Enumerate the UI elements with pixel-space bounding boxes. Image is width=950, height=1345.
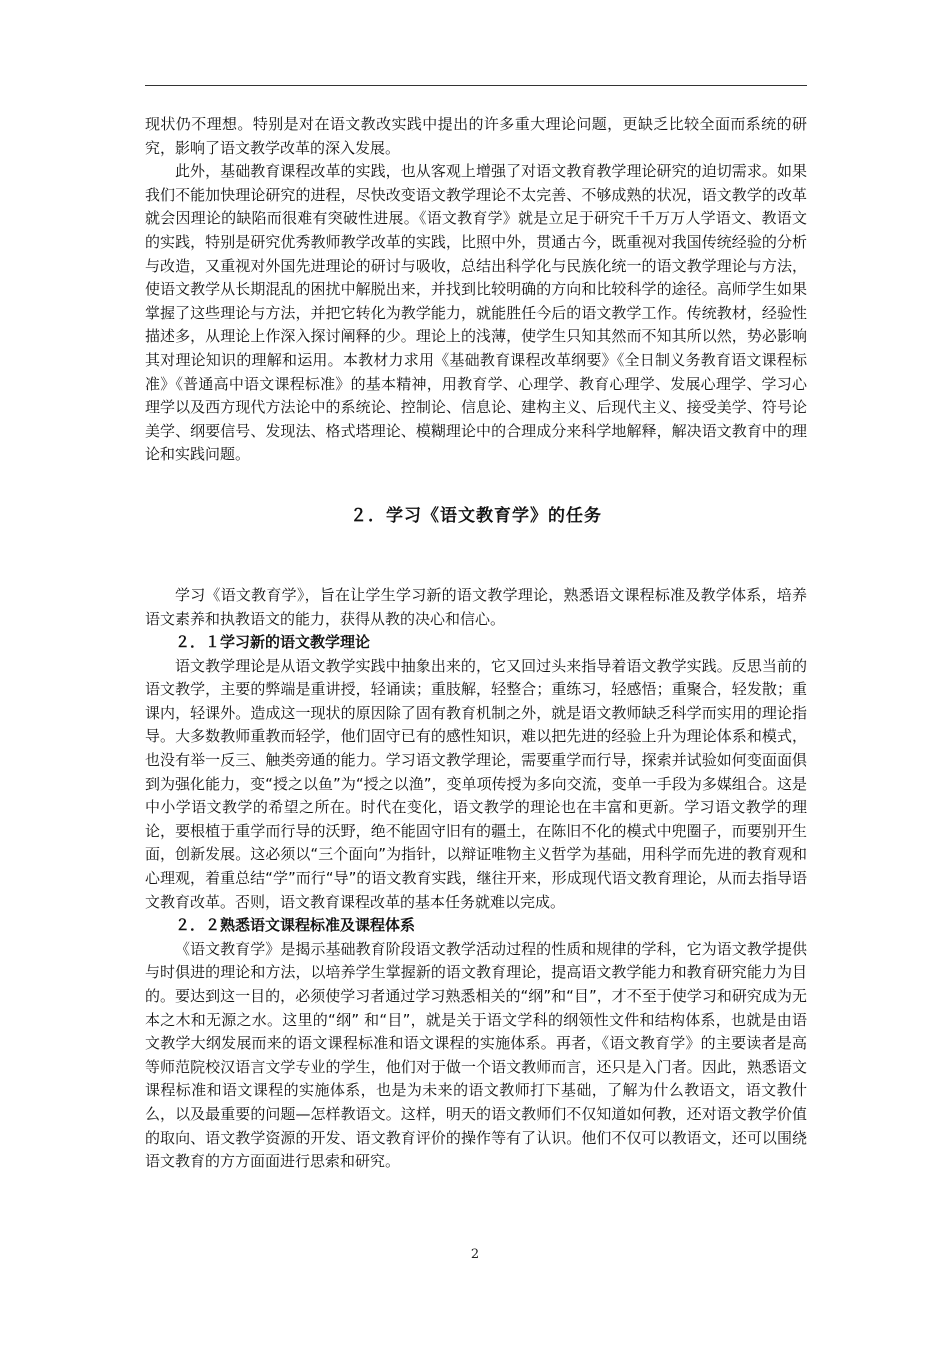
paragraph-theory-demand: 此外，基础教育课程改革的实践，也从客观上增强了对语文教育教学理论研究的迫切需求。如果我们不能加快理论研究的进程，尽快改变语文教学理论不太完善、不够成熟的状况，语文教学的改革就会因理论的缺陷而很难有突破性进展。《语文教育学》就是立足于研究千千万万人学语文、教语文的实践，特别是研究优秀教师教学改革的实践，比照中外，贯通古今，既重视对我国传统经验的分析与改造，又重视对外国先进理论的研讨与吸收，总结出科学化与民族化统一的语文教学理论与方法，使语文教学从长期混乱的困扰中解脱出来，并找到比较明确的方向和比较科学的途径。高师学生如果掌握了这些理论与方法，并把它转化为教学能力，就能胜任今后的语文教学工作。传统教材，经验性描述多，从理论上作深入探讨阐释的少。理论上的浅薄，使学生只知其然而不知其所以然，势必影响其对理论知识的理解和运用。本教材力求用《基础教育课程改革纲要》《全日制义务教育语文课程标准》《普通高中语文课程标准》的基本精神，用教育学、心理学、教育心理学、发展心理学、学习心理学以及西方现代方法论中的系统论、控制论、信息论、建构主义、后现代主义、接受美学、符号论美学、纲要信号、发现法、格式塔理论、模糊理论中的合理成分来科学地解释，解决语文教育中的理论和实践问题。 [145, 162, 807, 464]
subsection-text-2: 《语文教育学》是揭示基础教育阶段语文教学活动过程的性质和规律的学科，它为语文教学提供与时俱进的理论和方法，以培养学生掌握新的语文教育理论，提高语文教学能力和教育研究能力为目的。要达到这一目的，必须使学习者通过学习熟悉相关的“纲”和“目”，才不至于使学习和研究成为无本之木和无源之水。这里的“纲” 和“目”，就是关于语文学科的纲领性文件和结构体系，也就是由语文教学大纲发展而来的语文课程标准和语文课程的实施体系。再者，《语文教育学》的主要读者是高等师范院校汉语言文学专业的学生，他们对于做一个语文教师而言，还只是入门者。因此，熟悉语文课程标准和语文课程的实施体系，也是为未来的语文教师打下基础，了解为什么教语文，语文教什么，以及最重要的问题—怎样教语文。这样，明天的语文教师们不仅知道如何教，还对语文教学价值的取向、语文教学资源的开发、语文教育评价的操作等有了认识。他们不仅可以教语文，还可以围绕语文教育的方方面面进行思索和研究。 [145, 939, 807, 1171]
subsection-heading-2: ２．２熟悉语文课程标准及课程体系 [175, 916, 416, 935]
section-intro: 学习《语文教育学》，旨在让学生学习新的语文教学理论，熟悉语文课程标准及教学体系，培养语文素养和执教语文的能力，获得从教的决心和信心。 [145, 585, 807, 628]
document-body [145, 113, 807, 1174]
subsection-heading-1: ２．１学习新的语文教学理论 [175, 633, 371, 652]
header-rule [145, 85, 807, 86]
page-number: 2 [470, 1247, 480, 1262]
section-heading: ２．学习《语文教育学》的任务 [350, 505, 602, 526]
subsection-text-1: 语文教学理论是从语文教学实践中抽象出来的，它又回过头来指导着语文教学实践。反思当前的语文教学，主要的弊端是重讲授，轻诵读；重肢解，轻整合；重练习，轻感悟；重聚合，轻发散；重课内，轻课外。造成这一现状的原因除了固有教育机制之外，就是语文教师缺乏科学而实用的理论指导。大多数教师重教而轻学，他们固守已有的感性知识，难以把先进的经验上升为理论体系和模式，也没有举一反三、触类旁通的能力。学习语文教学理论，需要重学而行导，探索并试验如何变面面俱到为强化能力，变“授之以鱼”为“授之以渔”，变单项传授为多向交流，变单一手段为多媒组合。这是中小学语文教学的希望之所在。时代在变化，语文教学的理论也在丰富和更新。学习语文教学的理论，要根植于重学而行导的沃野，绝不能固守旧有的疆土，在陈旧不化的模式中兜圈子，而要别开生面，创新发展。这必须以“三个面向”为指针，以辩证唯物主义哲学为基础，用科学而先进的教育观和心理观，着重总结“学”而行“导”的语文教育实践，继往开来，形成现代语文教育理论，从而去指导语文教育改革。否则，语文教育课程改革的基本任务就难以完成。 [145, 656, 807, 911]
paragraph-continuation: 现状仍不理想。特别是对在语文教改实践中提出的许多重大理论问题，更缺乏比较全面而系统的研究，影响了语文教学改革的深入发展。 [145, 115, 807, 157]
